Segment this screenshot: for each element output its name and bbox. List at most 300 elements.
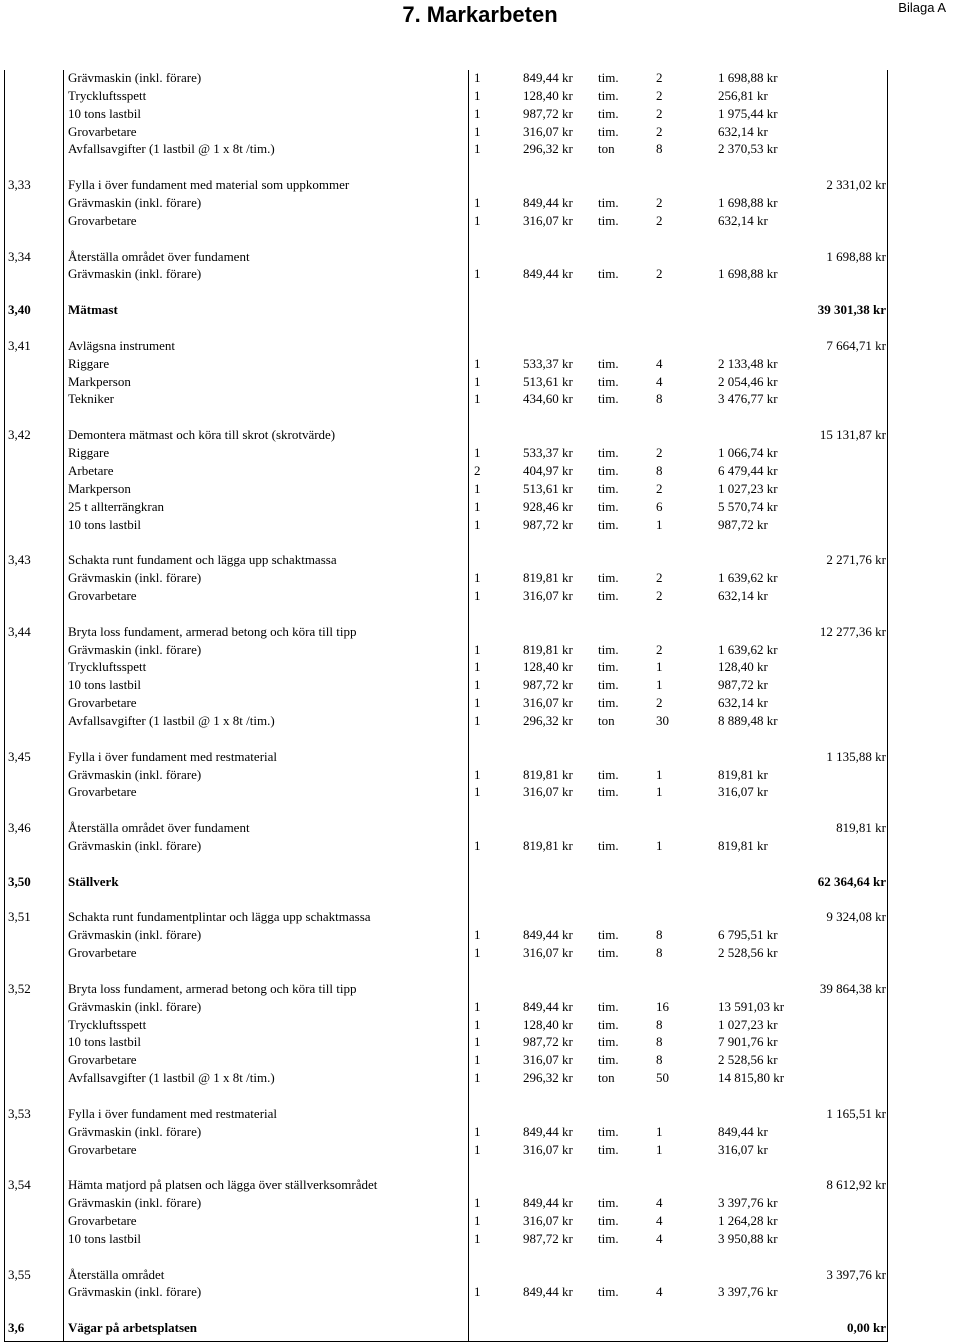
cell-qty: 1 bbox=[474, 445, 481, 461]
item-header-row bbox=[0, 980, 960, 998]
cell-hours: 16 bbox=[656, 998, 669, 1014]
cell-desc: Grovarbetare bbox=[68, 1052, 137, 1068]
cell-desc: Grävmaskin (inkl. förare) bbox=[68, 266, 202, 282]
cost-line-row bbox=[0, 1283, 960, 1301]
cell-cost: 2 133,48 kr bbox=[718, 355, 778, 371]
cell-desc: Grovarbetare bbox=[68, 945, 137, 961]
cell-price: 849,44 kr bbox=[523, 266, 573, 282]
cell-unit: tim. bbox=[598, 212, 619, 228]
cell-qty: 1 bbox=[474, 1213, 481, 1229]
cell-cost: 987,72 kr bbox=[718, 516, 768, 532]
cell-total: 15 131,87 kr bbox=[819, 427, 886, 443]
item-header-row bbox=[0, 1266, 960, 1284]
cell-cost: 1 639,62 kr bbox=[718, 641, 778, 657]
cell-unit: tim. bbox=[598, 677, 619, 693]
cell-unit: tim. bbox=[598, 355, 619, 371]
cell-qty: 1 bbox=[474, 712, 481, 728]
cost-line-row bbox=[0, 105, 960, 123]
cell-unit: tim. bbox=[598, 998, 619, 1014]
cell-desc: Grovarbetare bbox=[68, 695, 137, 711]
item-header-row bbox=[0, 426, 960, 444]
cell-qty: 1 bbox=[474, 1230, 481, 1246]
cost-line-row bbox=[0, 390, 960, 408]
cell-num: 3,40 bbox=[8, 302, 31, 318]
cell-desc: 10 tons lastbil bbox=[68, 516, 141, 532]
cell-unit: tim. bbox=[598, 1284, 619, 1300]
cell-cost: 1 027,23 kr bbox=[718, 480, 778, 496]
cell-unit: tim. bbox=[598, 498, 619, 514]
cell-qty: 1 bbox=[474, 695, 481, 711]
cell-hours: 8 bbox=[656, 927, 663, 943]
cell-unit: tim. bbox=[598, 87, 619, 103]
cost-line-row bbox=[0, 123, 960, 141]
cell-qty: 1 bbox=[474, 1034, 481, 1050]
cell-unit: tim. bbox=[598, 1195, 619, 1211]
cell-qty: 1 bbox=[474, 641, 481, 657]
cell-unit: tim. bbox=[598, 1016, 619, 1032]
cell-unit: tim. bbox=[598, 659, 619, 675]
cell-price: 128,40 kr bbox=[523, 87, 573, 103]
cell-desc: 10 tons lastbil bbox=[68, 677, 141, 693]
cell-num: 3,41 bbox=[8, 337, 31, 353]
cell-cost: 1 698,88 kr bbox=[718, 195, 778, 211]
cell-price: 987,72 kr bbox=[523, 677, 573, 693]
cell-hours: 2 bbox=[656, 212, 663, 228]
cell-desc: Markperson bbox=[68, 480, 131, 496]
cell-unit: tim. bbox=[598, 1052, 619, 1068]
cell-desc: Avlägsna instrument bbox=[68, 337, 175, 353]
cell-unit: tim. bbox=[598, 445, 619, 461]
cell-num: 3,50 bbox=[8, 873, 31, 889]
cell-total: 62 364,64 kr bbox=[817, 873, 886, 889]
cell-desc: Bryta loss fundament, armerad betong och köra till tipp bbox=[68, 980, 357, 996]
cell-cost: 2 528,56 kr bbox=[718, 1052, 778, 1068]
cell-unit: tim. bbox=[598, 123, 619, 139]
cell-price: 819,81 kr bbox=[523, 837, 573, 853]
cost-line-row bbox=[0, 140, 960, 158]
cell-hours: 2 bbox=[656, 570, 663, 586]
cell-hours: 1 bbox=[656, 837, 663, 853]
cell-cost: 6 479,44 kr bbox=[718, 462, 778, 478]
cost-line-row bbox=[0, 444, 960, 462]
cell-price: 128,40 kr bbox=[523, 1016, 573, 1032]
cell-cost: 632,14 kr bbox=[718, 695, 768, 711]
cell-desc: Riggare bbox=[68, 445, 110, 461]
cost-line-row bbox=[0, 587, 960, 605]
cell-desc: Grävmaskin (inkl. förare) bbox=[68, 998, 202, 1014]
cell-unit: tim. bbox=[598, 1230, 619, 1246]
cost-line-row bbox=[0, 676, 960, 694]
cell-desc: Grävmaskin (inkl. förare) bbox=[68, 766, 202, 782]
cell-desc: Schakta runt fundament och lägga upp schaktmassa bbox=[68, 552, 337, 568]
cost-line-row bbox=[0, 766, 960, 784]
cell-desc: Riggare bbox=[68, 355, 110, 371]
cell-desc: Grävmaskin (inkl. förare) bbox=[68, 570, 202, 586]
cell-desc: Avfallsavgifter (1 lastbil @ 1 x 8t /tim.) bbox=[68, 141, 275, 157]
cell-num: 3,53 bbox=[8, 1105, 31, 1121]
cell-hours: 4 bbox=[656, 373, 663, 389]
cell-price: 316,07 kr bbox=[523, 695, 573, 711]
cell-qty: 1 bbox=[474, 570, 481, 586]
cost-line-row bbox=[0, 1230, 960, 1248]
cell-total: 12 277,36 kr bbox=[819, 623, 886, 639]
cell-price: 316,07 kr bbox=[523, 123, 573, 139]
cell-total: 1 135,88 kr bbox=[826, 748, 886, 764]
cell-qty: 1 bbox=[474, 927, 481, 943]
cell-price: 849,44 kr bbox=[523, 195, 573, 211]
cost-line-row bbox=[0, 1212, 960, 1230]
cell-price: 987,72 kr bbox=[523, 105, 573, 121]
cell-hours: 2 bbox=[656, 195, 663, 211]
cell-hours: 1 bbox=[656, 1141, 663, 1157]
cell-qty: 1 bbox=[474, 945, 481, 961]
cost-line-row bbox=[0, 1141, 960, 1159]
cell-unit: tim. bbox=[598, 1034, 619, 1050]
cost-line-row bbox=[0, 641, 960, 659]
cell-hours: 4 bbox=[656, 1230, 663, 1246]
cell-unit: tim. bbox=[598, 1213, 619, 1229]
cell-cost: 3 950,88 kr bbox=[718, 1230, 778, 1246]
cell-qty: 1 bbox=[474, 141, 481, 157]
cost-line-row bbox=[0, 194, 960, 212]
cell-num: 3,51 bbox=[8, 909, 31, 925]
cell-unit: tim. bbox=[598, 695, 619, 711]
cell-price: 849,44 kr bbox=[523, 998, 573, 1014]
cell-cost: 316,07 kr bbox=[718, 784, 768, 800]
cell-num: 3,42 bbox=[8, 427, 31, 443]
cell-hours: 30 bbox=[656, 712, 669, 728]
cell-hours: 8 bbox=[656, 462, 663, 478]
cell-hours: 2 bbox=[656, 587, 663, 603]
cell-unit: tim. bbox=[598, 766, 619, 782]
cell-hours: 1 bbox=[656, 659, 663, 675]
cell-cost: 8 889,48 kr bbox=[718, 712, 778, 728]
cell-desc: Avfallsavgifter (1 lastbil @ 1 x 8t /tim.) bbox=[68, 712, 275, 728]
cell-unit: tim. bbox=[598, 837, 619, 853]
cell-desc: Grovarbetare bbox=[68, 212, 137, 228]
cell-qty: 1 bbox=[474, 212, 481, 228]
cell-num: 3,44 bbox=[8, 623, 31, 639]
cell-hours: 50 bbox=[656, 1070, 669, 1086]
cost-line-row bbox=[0, 712, 960, 730]
cell-total: 7 664,71 kr bbox=[826, 337, 886, 353]
cell-qty: 1 bbox=[474, 123, 481, 139]
cost-line-row bbox=[0, 569, 960, 587]
cell-desc: 10 tons lastbil bbox=[68, 1034, 141, 1050]
cell-desc: Demontera mätmast och köra till skrot (skrotvärde) bbox=[68, 427, 336, 443]
cell-cost: 14 815,80 kr bbox=[718, 1070, 785, 1086]
cell-hours: 8 bbox=[656, 1034, 663, 1050]
cost-line-row bbox=[0, 516, 960, 534]
cell-total: 8 612,92 kr bbox=[826, 1177, 886, 1193]
cell-desc: Grävmaskin (inkl. förare) bbox=[68, 70, 202, 85]
cell-price: 404,97 kr bbox=[523, 462, 573, 478]
item-header-row bbox=[0, 819, 960, 837]
cost-line-row bbox=[0, 69, 960, 87]
cost-line-row bbox=[0, 783, 960, 801]
cell-cost: 256,81 kr bbox=[718, 87, 768, 103]
cell-price: 316,07 kr bbox=[523, 587, 573, 603]
item-header-row bbox=[0, 1176, 960, 1194]
cell-price: 928,46 kr bbox=[523, 498, 573, 514]
cell-qty: 1 bbox=[474, 1141, 481, 1157]
cell-qty: 1 bbox=[474, 1052, 481, 1068]
cell-price: 849,44 kr bbox=[523, 927, 573, 943]
cell-cost: 987,72 kr bbox=[718, 677, 768, 693]
cell-unit: tim. bbox=[598, 945, 619, 961]
cell-hours: 1 bbox=[656, 1123, 663, 1139]
cell-desc: Bryta loss fundament, armerad betong och köra till tipp bbox=[68, 623, 357, 639]
cell-qty: 1 bbox=[474, 480, 481, 496]
item-header-row bbox=[0, 748, 960, 766]
cell-qty: 1 bbox=[474, 766, 481, 782]
cell-hours: 2 bbox=[656, 445, 663, 461]
cell-unit: ton bbox=[598, 712, 615, 728]
cell-cost: 7 901,76 kr bbox=[718, 1034, 778, 1050]
cell-unit: tim. bbox=[598, 391, 619, 407]
cell-price: 316,07 kr bbox=[523, 1141, 573, 1157]
cell-qty: 1 bbox=[474, 195, 481, 211]
cell-desc: Grävmaskin (inkl. förare) bbox=[68, 927, 202, 943]
cell-cost: 1 639,62 kr bbox=[718, 570, 778, 586]
cell-price: 819,81 kr bbox=[523, 570, 573, 586]
item-header-row bbox=[0, 623, 960, 641]
cell-qty: 1 bbox=[474, 498, 481, 514]
cost-line-row bbox=[0, 462, 960, 480]
cell-price: 819,81 kr bbox=[523, 766, 573, 782]
cell-price: 987,72 kr bbox=[523, 1230, 573, 1246]
cell-hours: 2 bbox=[656, 123, 663, 139]
cell-desc: Grävmaskin (inkl. förare) bbox=[68, 1123, 202, 1139]
cell-desc: Fylla i över fundament med restmaterial bbox=[68, 1105, 278, 1121]
cell-price: 316,07 kr bbox=[523, 212, 573, 228]
cost-line-row bbox=[0, 355, 960, 373]
cell-unit: tim. bbox=[598, 570, 619, 586]
cell-qty: 1 bbox=[474, 516, 481, 532]
cell-total: 1 165,51 kr bbox=[826, 1105, 886, 1121]
cell-desc: Grovarbetare bbox=[68, 587, 137, 603]
cell-num: 3,45 bbox=[8, 748, 31, 764]
cell-cost: 3 476,77 kr bbox=[718, 391, 778, 407]
section-row bbox=[0, 301, 960, 319]
cell-cost: 2 528,56 kr bbox=[718, 945, 778, 961]
cell-desc: Grovarbetare bbox=[68, 1213, 137, 1229]
cell-qty: 1 bbox=[474, 391, 481, 407]
item-header-row bbox=[0, 551, 960, 569]
cost-line-row bbox=[0, 480, 960, 498]
cost-line-row bbox=[0, 373, 960, 391]
cell-desc: Grävmaskin (inkl. förare) bbox=[68, 837, 202, 853]
cell-total: 2 271,76 kr bbox=[826, 552, 886, 568]
cell-unit: tim. bbox=[598, 1141, 619, 1157]
cell-price: 819,81 kr bbox=[523, 641, 573, 657]
cell-cost: 1 975,44 kr bbox=[718, 105, 778, 121]
cell-hours: 2 bbox=[656, 480, 663, 496]
cell-cost: 2 054,46 kr bbox=[718, 373, 778, 389]
cell-qty: 1 bbox=[474, 70, 481, 85]
cell-desc: Tekniker bbox=[68, 391, 115, 407]
cell-cost: 1 066,74 kr bbox=[718, 445, 778, 461]
cell-unit: tim. bbox=[598, 587, 619, 603]
cell-desc: Återställa området över fundament bbox=[68, 820, 250, 836]
cell-unit: tim. bbox=[598, 927, 619, 943]
cell-unit: tim. bbox=[598, 516, 619, 532]
cell-cost: 3 397,76 kr bbox=[718, 1195, 778, 1211]
cell-qty: 1 bbox=[474, 659, 481, 675]
cell-cost: 13 591,03 kr bbox=[718, 998, 785, 1014]
cost-line-row bbox=[0, 265, 960, 283]
cell-hours: 2 bbox=[656, 695, 663, 711]
cost-line-row bbox=[0, 926, 960, 944]
cell-num: 3,43 bbox=[8, 552, 31, 568]
cell-unit: tim. bbox=[598, 462, 619, 478]
cell-total: 0,00 kr bbox=[847, 1320, 886, 1336]
cell-desc: 10 tons lastbil bbox=[68, 105, 141, 121]
cost-line-row bbox=[0, 944, 960, 962]
cell-qty: 1 bbox=[474, 266, 481, 282]
cell-price: 296,32 kr bbox=[523, 1070, 573, 1086]
cell-total: 39 864,38 kr bbox=[819, 980, 886, 996]
cell-desc: Arbetare bbox=[68, 462, 114, 478]
cell-price: 128,40 kr bbox=[523, 659, 573, 675]
item-header-row bbox=[0, 908, 960, 926]
cell-cost: 1 698,88 kr bbox=[718, 70, 778, 85]
cell-total: 3 397,76 kr bbox=[826, 1266, 886, 1282]
cell-price: 316,07 kr bbox=[523, 784, 573, 800]
cell-num: 3,6 bbox=[8, 1320, 25, 1336]
cost-line-row bbox=[0, 1051, 960, 1069]
cell-desc: Grävmaskin (inkl. förare) bbox=[68, 195, 202, 211]
cell-desc: Mätmast bbox=[68, 302, 118, 318]
cell-desc: Ställverk bbox=[68, 873, 119, 889]
cell-hours: 8 bbox=[656, 945, 663, 961]
cost-line-row bbox=[0, 1194, 960, 1212]
cell-hours: 2 bbox=[656, 266, 663, 282]
cell-num: 3,52 bbox=[8, 980, 31, 996]
cell-cost: 819,81 kr bbox=[718, 766, 768, 782]
cell-qty: 1 bbox=[474, 355, 481, 371]
cost-line-row bbox=[0, 87, 960, 105]
cell-price: 849,44 kr bbox=[523, 1123, 573, 1139]
item-header-row bbox=[0, 1105, 960, 1123]
cell-qty: 1 bbox=[474, 837, 481, 853]
cell-desc: Fylla i över fundament med restmaterial bbox=[68, 748, 278, 764]
cell-desc: Grävmaskin (inkl. förare) bbox=[68, 1195, 202, 1211]
cell-hours: 1 bbox=[656, 516, 663, 532]
cell-hours: 1 bbox=[656, 784, 663, 800]
cell-hours: 2 bbox=[656, 87, 663, 103]
cell-unit: tim. bbox=[598, 480, 619, 496]
cell-price: 434,60 kr bbox=[523, 391, 573, 407]
cell-qty: 1 bbox=[474, 1195, 481, 1211]
cell-qty: 1 bbox=[474, 87, 481, 103]
cell-hours: 2 bbox=[656, 641, 663, 657]
cell-desc: Markperson bbox=[68, 373, 131, 389]
cost-line-row bbox=[0, 1123, 960, 1141]
cell-qty: 1 bbox=[474, 677, 481, 693]
cost-line-row bbox=[0, 1033, 960, 1051]
cell-qty: 1 bbox=[474, 1123, 481, 1139]
cell-qty: 2 bbox=[474, 462, 481, 478]
cost-line-row bbox=[0, 212, 960, 230]
cell-unit: tim. bbox=[598, 105, 619, 121]
cell-desc: Avfallsavgifter (1 lastbil @ 1 x 8t /tim.) bbox=[68, 1070, 275, 1086]
cell-desc: Schakta runt fundamentplintar och lägga upp schaktmassa bbox=[68, 909, 371, 925]
cost-line-row bbox=[0, 1016, 960, 1034]
cell-desc: Grovarbetare bbox=[68, 123, 137, 139]
cost-line-row bbox=[0, 658, 960, 676]
cell-price: 987,72 kr bbox=[523, 516, 573, 532]
cell-price: 513,61 kr bbox=[523, 373, 573, 389]
cell-price: 849,44 kr bbox=[523, 1195, 573, 1211]
cell-hours: 6 bbox=[656, 498, 663, 514]
cost-line-row bbox=[0, 837, 960, 855]
cell-hours: 1 bbox=[656, 766, 663, 782]
cost-line-row bbox=[0, 1069, 960, 1087]
cell-desc: Grovarbetare bbox=[68, 784, 137, 800]
cell-desc: Vägar på arbetsplatsen bbox=[68, 1320, 198, 1336]
cell-hours: 8 bbox=[656, 1016, 663, 1032]
cell-cost: 128,40 kr bbox=[718, 659, 768, 675]
cell-unit: tim. bbox=[598, 195, 619, 211]
cell-price: 849,44 kr bbox=[523, 70, 573, 85]
item-header-row bbox=[0, 176, 960, 194]
cell-unit: tim. bbox=[598, 641, 619, 657]
cell-hours: 4 bbox=[656, 1213, 663, 1229]
cell-unit: ton bbox=[598, 141, 615, 157]
cell-unit: tim. bbox=[598, 70, 619, 85]
cell-hours: 2 bbox=[656, 105, 663, 121]
cell-total: 2 331,02 kr bbox=[826, 177, 886, 193]
section-row bbox=[0, 873, 960, 891]
cell-unit: tim. bbox=[598, 266, 619, 282]
cost-line-row bbox=[0, 694, 960, 712]
cell-desc: Hämta matjord på platsen och lägga över ställverksområdet bbox=[68, 1177, 378, 1193]
cell-qty: 1 bbox=[474, 784, 481, 800]
cell-cost: 316,07 kr bbox=[718, 1141, 768, 1157]
cell-cost: 632,14 kr bbox=[718, 123, 768, 139]
cell-hours: 4 bbox=[656, 355, 663, 371]
cell-desc: 10 tons lastbil bbox=[68, 1230, 141, 1246]
cell-qty: 1 bbox=[474, 1070, 481, 1086]
cell-desc: Återställa området över fundament bbox=[68, 248, 250, 264]
cell-price: 533,37 kr bbox=[523, 355, 573, 371]
cell-hours: 2 bbox=[656, 70, 663, 85]
cell-price: 296,32 kr bbox=[523, 712, 573, 728]
cell-cost: 1 698,88 kr bbox=[718, 266, 778, 282]
page-title: 7. Markarbeten bbox=[402, 2, 558, 27]
cell-num: 3,55 bbox=[8, 1266, 31, 1282]
cell-price: 316,07 kr bbox=[523, 1213, 573, 1229]
cell-total: 1 698,88 kr bbox=[826, 248, 886, 264]
cell-total: 9 324,08 kr bbox=[826, 909, 886, 925]
cell-cost: 849,44 kr bbox=[718, 1123, 768, 1139]
cell-hours: 8 bbox=[656, 391, 663, 407]
cell-price: 533,37 kr bbox=[523, 445, 573, 461]
item-header-row bbox=[0, 337, 960, 355]
cell-price: 316,07 kr bbox=[523, 1052, 573, 1068]
cell-desc: Grävmaskin (inkl. förare) bbox=[68, 1284, 202, 1300]
cell-desc: Tryckluftsspett bbox=[68, 659, 147, 675]
cell-desc: Tryckluftsspett bbox=[68, 87, 147, 103]
cell-desc: 25 t allterrängkran bbox=[68, 498, 165, 514]
cell-desc: Grävmaskin (inkl. förare) bbox=[68, 641, 202, 657]
cell-cost: 1 264,28 kr bbox=[718, 1213, 778, 1229]
cell-num: 3,54 bbox=[8, 1177, 31, 1193]
cell-num: 3,34 bbox=[8, 248, 31, 264]
cell-cost: 2 370,53 kr bbox=[718, 141, 778, 157]
cell-total: 39 301,38 kr bbox=[817, 302, 886, 318]
